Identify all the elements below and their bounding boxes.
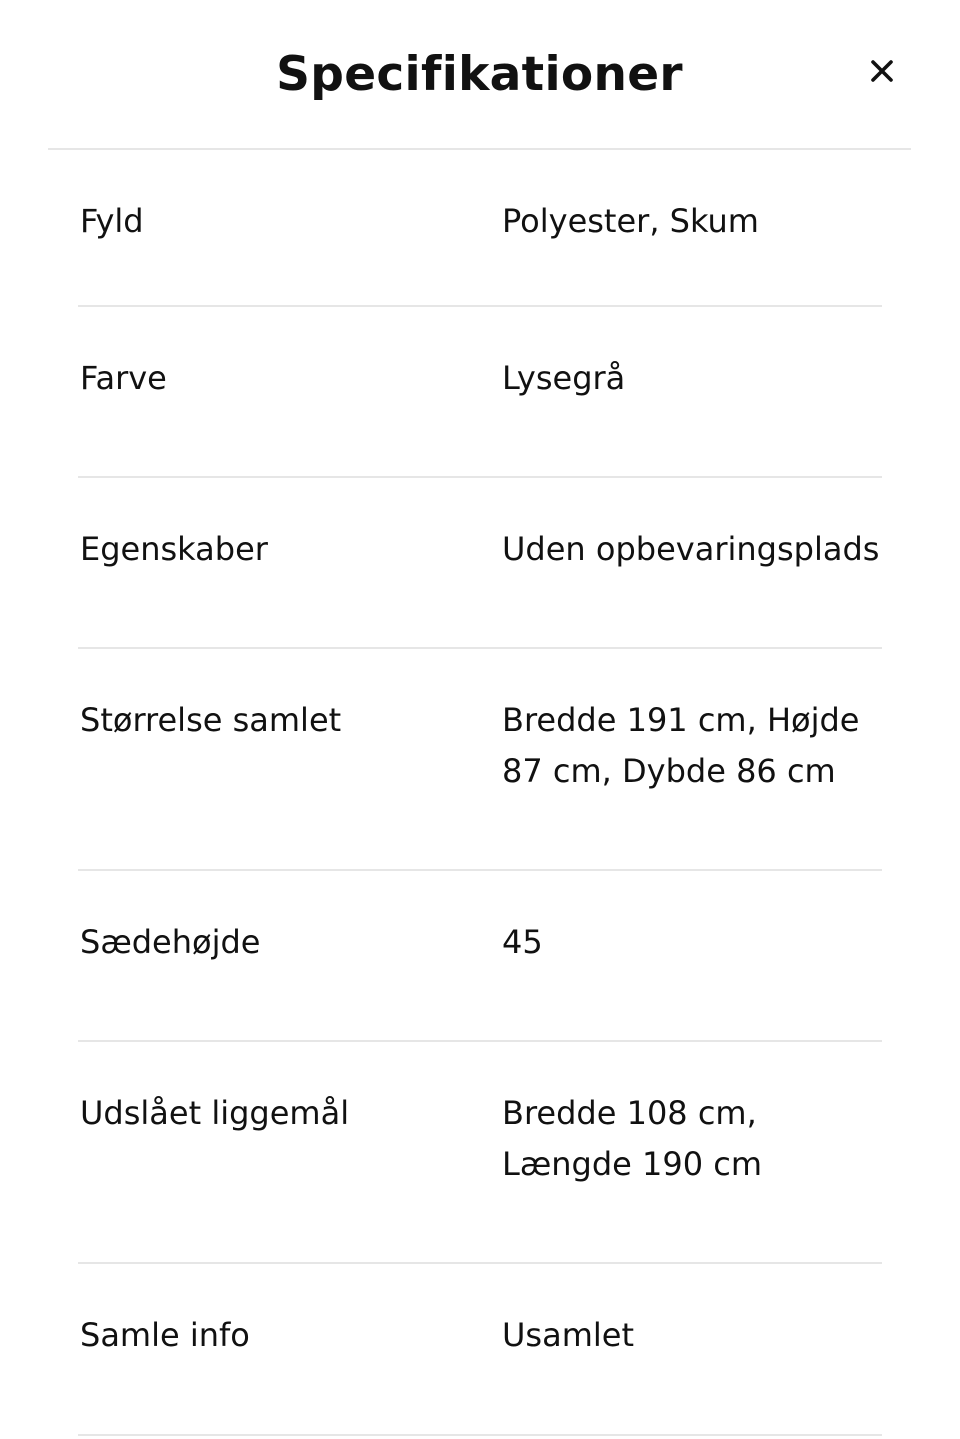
- spec-value: Polyester, Skum: [502, 202, 759, 240]
- spec-label: Farve: [80, 359, 167, 397]
- spec-row-egenskaber: [78, 478, 882, 649]
- spec-value: 45: [502, 923, 543, 961]
- spec-row-saedehoejde: [78, 871, 882, 1042]
- spec-row-stoerrelse-samlet: [78, 649, 882, 871]
- spec-label: Størrelse samlet: [80, 701, 342, 739]
- spec-value: Usamlet: [502, 1316, 634, 1354]
- spec-row-farve: [78, 307, 882, 478]
- spec-label: Samle info: [80, 1316, 250, 1354]
- close-icon: [870, 59, 894, 83]
- spec-label: Fyld: [80, 202, 144, 240]
- spec-label: Udslået liggemål: [80, 1094, 350, 1132]
- spec-label: Sædehøjde: [80, 923, 261, 961]
- spec-value: Bredde 191 cm, Højde 87 cm, Dybde 86 cm: [502, 701, 860, 790]
- modal-header: [48, 0, 911, 150]
- page-title: Specifikationer: [276, 47, 683, 102]
- specifications-list: [78, 150, 882, 1436]
- spec-value: Lysegrå: [502, 359, 626, 397]
- spec-row-samle-info: [78, 1264, 882, 1436]
- spec-row-udslaaet-liggemaal: [78, 1042, 882, 1264]
- close-button[interactable]: [863, 52, 901, 90]
- spec-value: Uden opbevaringsplads: [502, 530, 880, 568]
- spec-row-fyld: [78, 150, 882, 307]
- spec-label: Egenskaber: [80, 530, 268, 568]
- spec-value: Bredde 108 cm, Længde 190 cm: [502, 1094, 763, 1183]
